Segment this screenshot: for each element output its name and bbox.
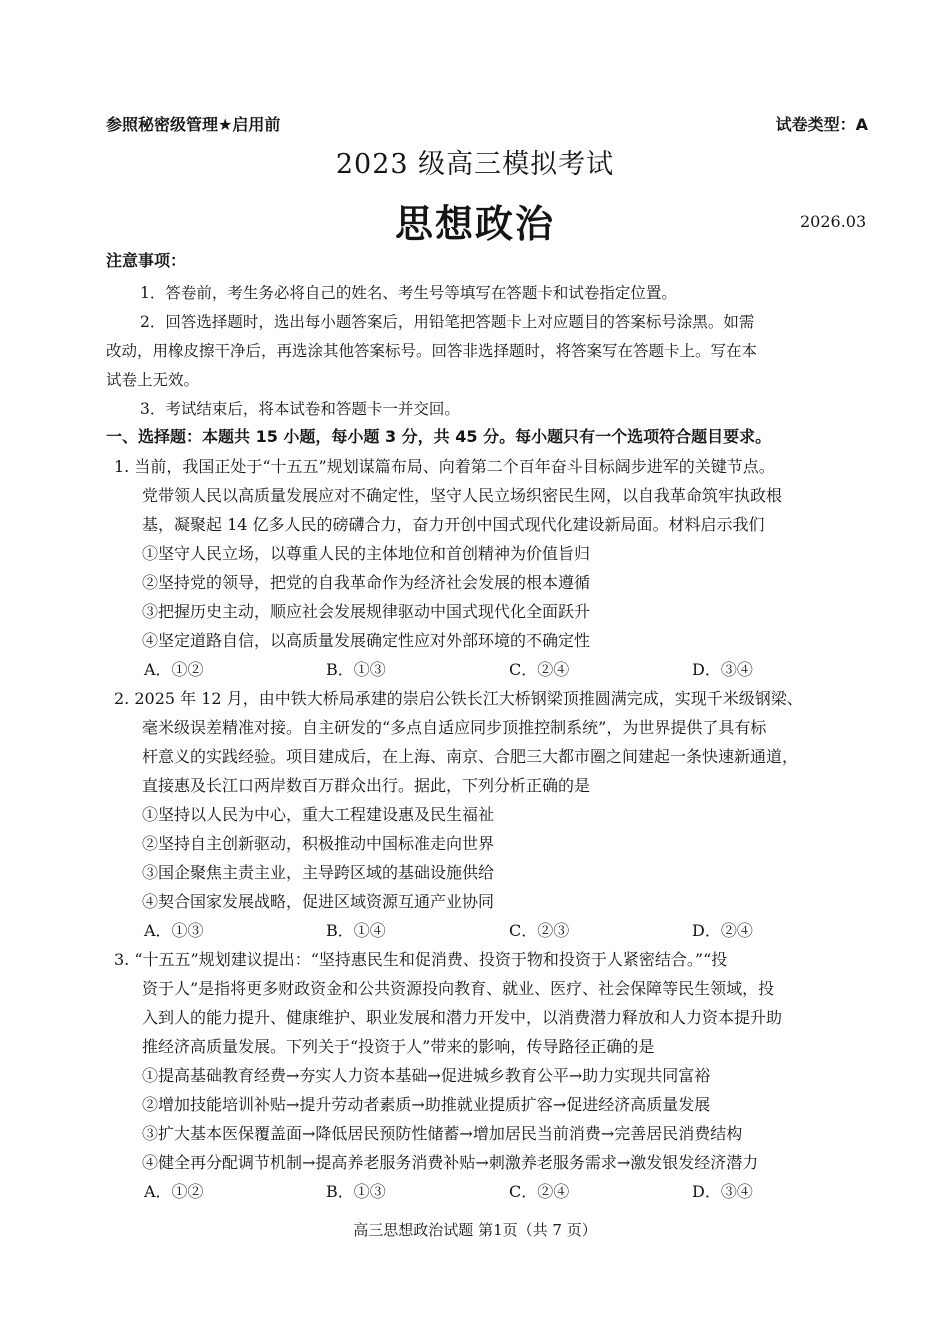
notice-title: 注意事项： — [106, 251, 187, 270]
notice-item: 改动，用橡皮擦干净后，再选涂其他答案标号。回答非选择题时，将答案写在答题卡上。写在本 — [106, 342, 758, 360]
option-c: C．②④ — [509, 1182, 570, 1201]
statement: ②坚持党的领导，把党的自我革命作为经济社会发展的根本遵循 — [142, 573, 591, 592]
option-d: D．③④ — [692, 660, 753, 679]
statement: ①坚持以人民为中心，重大工程建设惠及民生福祉 — [142, 805, 495, 824]
statement: ②增加技能培训补贴→提升劳动者素质→助推就业提质扩容→促进经济高质量发展 — [142, 1095, 711, 1114]
option-a: A．①② — [144, 1182, 204, 1201]
option-b: B．①④ — [326, 921, 386, 940]
subject-title: 思想政治 — [394, 202, 555, 246]
notice-item: 3．考试结束后，将本试卷和答题卡一并交回。 — [140, 400, 460, 418]
statement: ③国企聚焦主责主业，主导跨区域的基础设施供给 — [142, 863, 495, 882]
exam-title: 2023 级高三模拟考试 — [335, 149, 615, 180]
question-stem-line: 2. 2025 年 12 月，由中铁大桥局承建的崇启公铁长江大桥钢梁顶推圆满完成，实现千米级钢梁、 — [114, 689, 803, 708]
page-footer: 高三思想政治试题 第1页（共 7 页） — [353, 1221, 597, 1239]
option-b: B．①③ — [326, 1182, 386, 1201]
option-d: D．③④ — [692, 1182, 753, 1201]
question-stem-line: 1. 当前，我国正处于“十五五”规划谋篇布局、向着第二个百年奋斗目标阔步进军的关键节点。 — [114, 457, 775, 476]
option-c: C．②③ — [509, 921, 570, 940]
statement: ②坚持自主创新驱动，积极推动中国标准走向世界 — [142, 834, 495, 853]
statement: ③扩大基本医保覆盖面→降低居民预防性储蓄→增加居民当前消费→完善居民消费结构 — [142, 1124, 743, 1143]
option-d: D．②④ — [692, 921, 753, 940]
notice-item: 2．回答选择题时，选出每小题答案后，用铅笔把答题卡上对应题目的答案标号涂黑。如需 — [140, 313, 755, 331]
statement: ①坚守人民立场，以尊重人民的主体地位和首创精神为价值旨归 — [142, 544, 591, 563]
statement: ④健全再分配调节机制→提高养老服务消费补贴→刺激养老服务需求→激发银发经济潜力 — [142, 1153, 759, 1172]
question-stem-line: 直接惠及长江口两岸数百万群众出行。据此，下列分析正确的是 — [142, 776, 591, 795]
question-stem-line: 党带领人民以高质量发展应对不确定性，坚守人民立场织密民生网，以自我革命筑牢执政根 — [142, 486, 783, 505]
option-a: A．①③ — [144, 921, 204, 940]
option-a: A．①② — [144, 660, 204, 679]
question-stem-line: 杆意义的实践经验。项目建成后，在上海、南京、合肥三大都市圈之间建起一条快速新通道， — [142, 747, 799, 766]
exam-date: 2026.03 — [800, 212, 867, 231]
statement: ④契合国家发展战略，促进区域资源互通产业协同 — [142, 892, 495, 911]
question-stem-line: 3. “十五五”规划建议提出：“坚持惠民生和促消费、投资于物和投资于人紧密结合。”“投 — [114, 950, 728, 969]
paper-type-label: 试卷类型：A — [775, 115, 868, 134]
section-heading: 一、选择题：本题共 15 小题，每小题 3 分，共 45 分。每小题只有一个选项符合题目要求。 — [106, 427, 772, 446]
question-stem-line: 资于人”是指将更多财政资金和公共资源投向教育、就业、医疗、社会保障等民生领域，投 — [142, 979, 775, 998]
notice-item: 试卷上无效。 — [106, 371, 200, 389]
option-c: C．②④ — [509, 660, 570, 679]
statement: ④坚定道路自信，以高质量发展确定性应对外部环境的不确定性 — [142, 631, 591, 650]
question-stem-line: 推经济高质量发展。下列关于“投资于人”带来的影响，传导路径正确的是 — [142, 1037, 655, 1056]
question-stem-line: 毫米级误差精准对接。自主研发的“多点自适应同步顶推控制系统”，为世界提供了具有标 — [142, 718, 767, 737]
question-stem-line: 入到人的能力提升、健康维护、职业发展和潜力开发中，以消费潜力释放和人力资本提升助 — [142, 1008, 783, 1027]
confidentiality-label: 参照秘密级管理★启用前 — [106, 115, 281, 134]
option-b: B．①③ — [326, 660, 386, 679]
statement: ①提高基础教育经费→夯实人力资本基础→促进城乡教育公平→助力实现共同富裕 — [142, 1066, 711, 1085]
statement: ③把握历史主动，顺应社会发展规律驱动中国式现代化全面跃升 — [142, 602, 591, 621]
question-stem-line: 基，凝聚起 14 亿多人民的磅礴合力，奋力开创中国式现代化建设新局面。材料启示我们 — [142, 515, 765, 534]
notice-item: 1．答卷前，考生务必将自己的姓名、考生号等填写在答题卡和试卷指定位置。 — [140, 284, 677, 302]
